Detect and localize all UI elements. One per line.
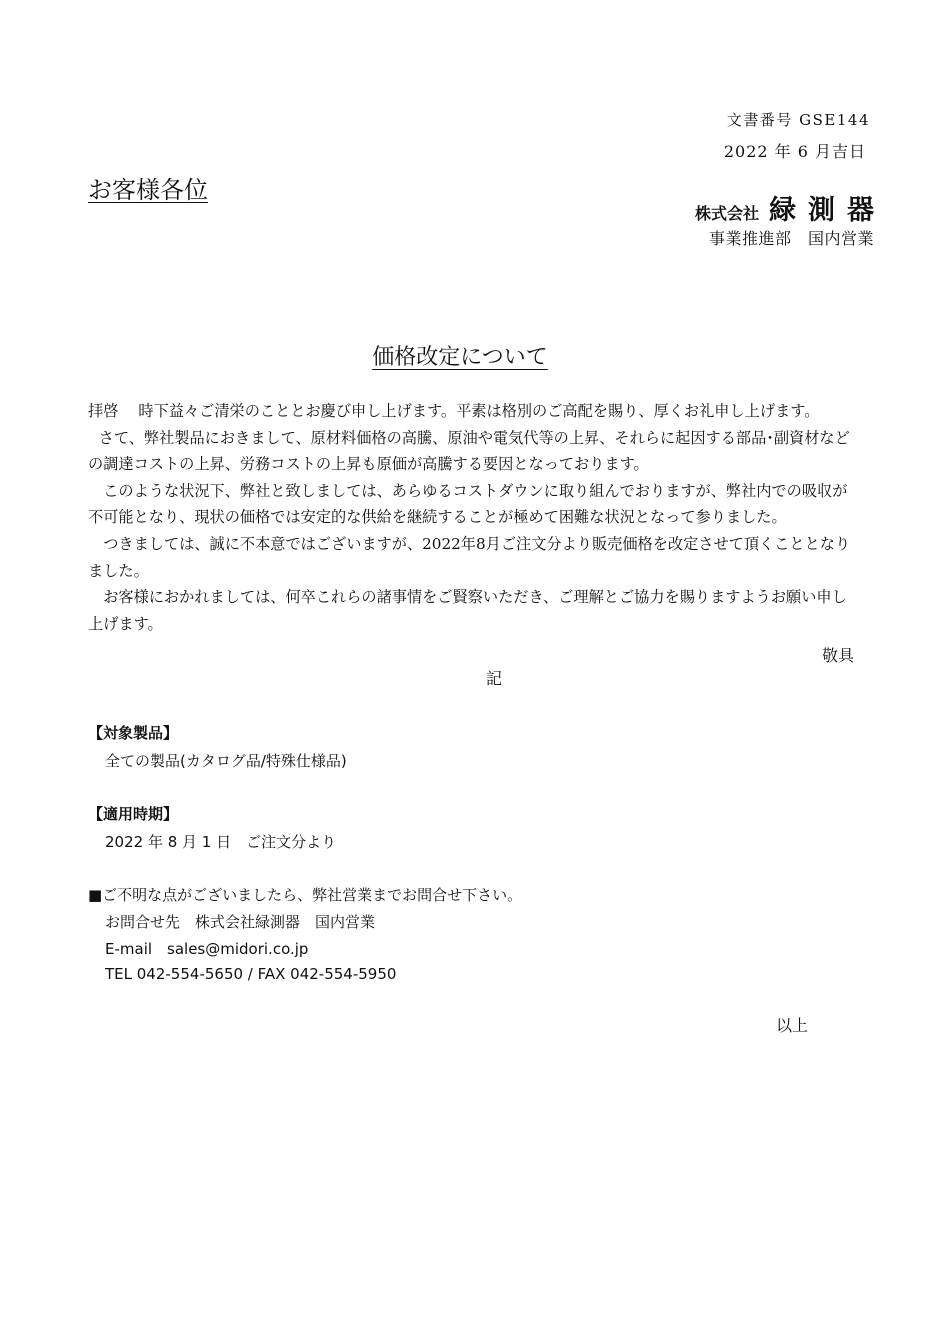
company-name: 緑測器	[769, 195, 886, 226]
document-number: 文書番号 GSE144	[726, 111, 870, 129]
document-date: 2022 年 6 月吉日	[723, 142, 866, 161]
body-paragraph-request: お客様におかれましては、何卒これらの諸事情をご賢察いただき、ご理解とご協力を賜りますようお願い申し上げます。	[88, 588, 847, 633]
contact-address: お問合せ先 株式会社緑測器 国内営業	[105, 913, 376, 931]
document-title: 価格改定について	[372, 345, 548, 370]
body-paragraph-situation: このような状況下、弊社と致しましては、あらゆるコストダウンに取り組んでおりますが、弊社内での吸収が不可能となり、現状の価格では安定的な供給を継続することが極めて困難な状況となって参りました。	[88, 481, 848, 527]
ki-marker: 記	[486, 669, 503, 688]
effective-period-heading: 【適用時期】	[88, 805, 179, 823]
contact-tel-fax: TEL 042-554-5650 / FAX 042-554-5950	[105, 965, 397, 983]
body-paragraph-greeting: 拝啓 時下益々ご清栄のこととお慶び申し上げます。平素は格別のご高配を賜り、厚くお礼申し上げます。	[88, 402, 820, 420]
target-products-heading: 【対象製品】	[88, 724, 179, 742]
company-logo	[694, 188, 886, 227]
contact-email[interactable]: E-mail sales@midori.co.jp	[105, 940, 309, 958]
body-paragraph-reason: さて、弊社製品におきまして、原材料価格の高騰、原油や電気代等の上昇、それらに起因する部品･副資材などの調達コストの上昇、労務コストの上昇も原価が高騰する要因となっております。	[88, 428, 850, 474]
contact-notice: ■ご不明な点がございましたら、弊社営業までお問合せ下さい。	[88, 886, 523, 904]
effective-period-value: 2022 年 8 月 1 日 ご注文分より	[105, 833, 337, 851]
recipient: お客様各位	[88, 176, 208, 204]
company-prefix: 株式会社	[694, 204, 759, 223]
closing-keigu: 敬具	[821, 646, 854, 665]
letter-body	[88, 398, 856, 637]
body-paragraph-announcement: つきましては、誠に不本意ではございますが、2022年8月ご注文分より販売価格を改定させて頂くこととなりました。	[88, 534, 851, 580]
target-products-value: 全ての製品(カタログ品/特殊仕様品)	[105, 752, 347, 770]
department: 事業推進部 国内営業	[708, 229, 874, 248]
ending-ijo: 以上	[776, 1016, 809, 1035]
